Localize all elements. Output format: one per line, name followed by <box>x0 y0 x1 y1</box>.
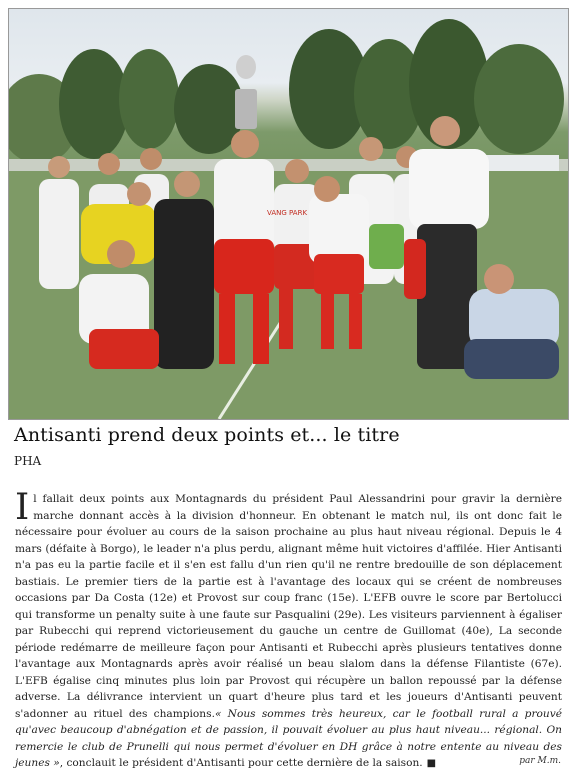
shirt-sponsor-text: VANG PARK <box>267 209 308 217</box>
article-quote: « Nous sommes très heureux, car le football rural a prouvé qu'avec beaucoup d'abnégation et de passion, il pouvait évoluer au plus haut niveau... régional. On remercie le club de Prunelli qui nous permet d'évoluer en DH grâce à notre entente au niveau des jeunes » <box>15 707 562 769</box>
trophy-icon <box>235 89 257 129</box>
end-mark-icon: ■ <box>426 758 437 769</box>
team-photo <box>8 8 569 420</box>
drop-cap: I <box>15 487 30 528</box>
article-body <box>15 487 562 773</box>
article-byline: PHA <box>14 454 42 468</box>
stadium-banner <box>479 155 559 171</box>
author-signature: par M.m. <box>519 756 561 766</box>
article-closing: , conclauit le président d'Antisanti pour cette dernière de la saison. <box>59 757 423 769</box>
team-photo-illustration <box>9 9 568 419</box>
article-text: l fallait deux points aux Montagnards du président Paul Alessandrini pour gravir la dernière marche donnant accès à la division d'honneur. En obtenant le match nul, ils ont donc fait le nécessaire pour évoluer au cours de la saison prochaine au plus haut niveau régional. Depuis le 4 mars (défaite à Borgo), le leader n'a plus perdu, alignant même huit victoires d'affilée. Hier Antisanti n'a pas eu la partie facile et il s'en est fallu d'un rien qu'il ne rentre bredouille de son déplacement bastiais. Le premier tiers de la partie est à l'avantage des locaux qui se créent de nombreuses occasions par Da Costa (12e) et Provost sur coup franc (15e). L'EFB ouvre le score par Bertolucci qui transforme un penalty suite à une faute sur Pasqualini (29e). Les visiteurs parviennent à égaliser par Rubecchi qui reprend victorieusement du gauche un centre de Guillomat (40e), La seconde période redémarre de meilleure façon pour Antisanti et Rubecchi après plusieurs tentatives donne l'avantage aux Montagnards après avoir réalisé un beau slalom dans la défense Filantiste (67e). L'EFB égalise cinq minutes plus loin par Provost qui récupère un ballon repoussé par la défense adverse. La délivrance intervient un quart d'heure plus tard et les joueurs d'Antisanti peuvent s'adonner au rituel des champions. <box>15 493 562 720</box>
trees <box>9 19 564 164</box>
article-headline: Antisanti prend deux points et... le titre <box>14 424 400 446</box>
